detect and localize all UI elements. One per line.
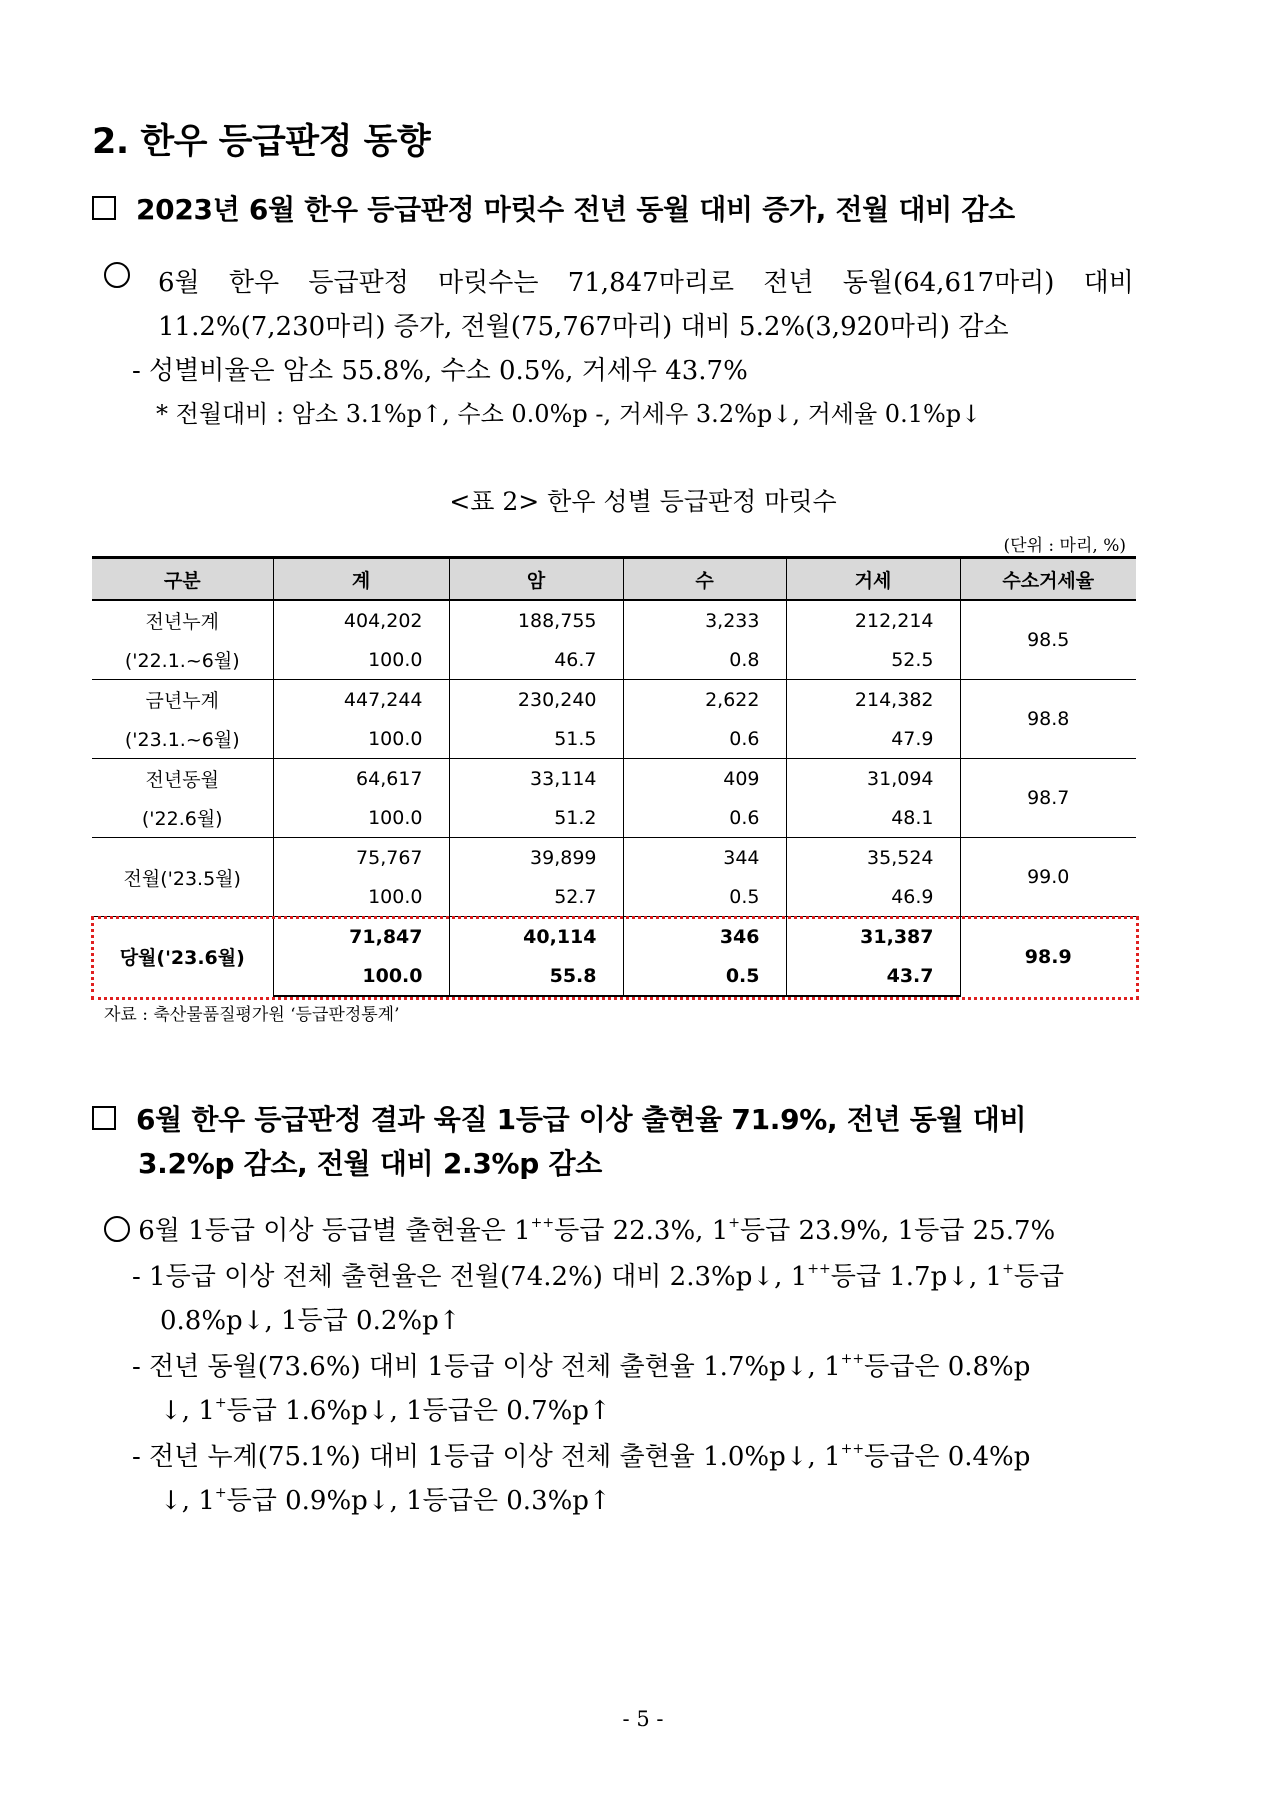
word: 대비 (1083, 268, 1134, 298)
word: 동월(64,617마리) (842, 268, 1055, 298)
table-header-row (92, 558, 1136, 601)
cell: 447,244 (273, 680, 449, 720)
table-caption: <표 2> 한우 성별 등급판정 마릿수 (449, 487, 837, 516)
cell: 3,233 (623, 600, 786, 640)
cell: 100.0 (273, 719, 449, 759)
cell: 48.1 (786, 798, 960, 838)
cell: 52.7 (449, 877, 623, 917)
cell: 409 (623, 759, 786, 799)
cell: 31,387 (786, 917, 960, 957)
cell: 0.5 (623, 877, 786, 917)
cell: 47.9 (786, 719, 960, 759)
word: 한우 (228, 268, 280, 298)
heading-2-line1: 6월 한우 등급판정 결과 육질 1등급 이상 출현율 71.9%, 전년 동월 대비 (136, 1103, 1027, 1136)
col-header: 계 (273, 558, 449, 601)
text: - 전년 동월(73.6%) 대비 1등급 이상 전체 출현율 1.7%p↓, 1 (132, 1352, 841, 1382)
cell: 39,899 (449, 838, 623, 878)
cell: 46.9 (786, 877, 960, 917)
cell: 100.0 (273, 956, 449, 996)
ratio-cell: 98.5 (960, 600, 1136, 680)
section-title: 2. 한우 등급판정 동향 (92, 122, 431, 162)
row-sublabel: ('22.6월) (92, 798, 273, 838)
cell: 64,617 (273, 759, 449, 799)
superscript: ++ (530, 1215, 555, 1231)
cell: 100.0 (273, 877, 449, 917)
col-header: 수소거세율 (960, 558, 1136, 601)
word: 전년 (763, 268, 814, 298)
cell: 52.5 (786, 640, 960, 680)
text: 등급은 0.4%p (864, 1442, 1031, 1472)
superscript: ++ (807, 1261, 831, 1277)
para2-circle-line (104, 1210, 1055, 1247)
word: 6월 (158, 268, 200, 298)
cell: 100.0 (273, 640, 449, 680)
para2-dash3-line1 (132, 1436, 1030, 1473)
row-sublabel: ('23.1.~6월) (92, 719, 273, 759)
cell: 0.5 (623, 956, 786, 996)
text: 등급 23.9%, 1등급 25.7% (739, 1216, 1056, 1246)
col-header: 구분 (92, 558, 273, 601)
table-row-current (92, 917, 1136, 957)
cell: 344 (623, 838, 786, 878)
ratio-cell: 98.7 (960, 759, 1136, 838)
cell: 404,202 (273, 600, 449, 640)
cell: 346 (623, 917, 786, 957)
row-label: 전월('23.5월) (92, 838, 273, 917)
circle-bullet-icon (104, 262, 130, 292)
cell: 35,524 (786, 838, 960, 878)
row-label: 전년동월 (92, 759, 273, 799)
para2-dash1-line1 (132, 1256, 1064, 1293)
superscript: + (214, 1395, 227, 1411)
cell: 40,114 (449, 917, 623, 957)
para1-dash: - 성별비율은 암소 55.8%, 수소 0.5%, 거세우 43.7% (132, 356, 748, 386)
cell: 0.8 (623, 640, 786, 680)
text: 등급은 0.8%p (864, 1352, 1031, 1382)
ratio-cell: 98.8 (960, 680, 1136, 759)
cell: 214,382 (786, 680, 960, 720)
para1-note: * 전월대비 : 암소 3.1%p↑, 수소 0.0%p -, 거세우 3.2%p↓, 거세율 0.1%p↓ (156, 400, 982, 428)
heading-2 (92, 1098, 1026, 1138)
para2-dash1-line2: 0.8%p↓, 1등급 0.2%p↑ (160, 1306, 461, 1336)
row-label: 전년누계 (92, 600, 273, 640)
cell: 100.0 (273, 798, 449, 838)
para2-dash2-line1 (132, 1346, 1030, 1383)
ratio-cell: 99.0 (960, 838, 1136, 917)
cell: 71,847 (273, 917, 449, 957)
col-header: 암 (449, 558, 623, 601)
col-header: 거세 (786, 558, 960, 601)
table-row (92, 680, 1136, 720)
heading-1 (92, 188, 1015, 228)
text: 6월 1등급 이상 등급별 출현율은 1 (138, 1216, 531, 1246)
superscript: + (728, 1215, 740, 1231)
superscript: ++ (840, 1441, 865, 1457)
text: 등급 0.9%p↓, 1등급은 0.3%p↑ (226, 1486, 611, 1516)
cell: 43.7 (786, 956, 960, 996)
cell: 51.5 (449, 719, 623, 759)
cell: 212,214 (786, 600, 960, 640)
cell: 0.6 (623, 719, 786, 759)
word: 등급판정 (308, 268, 409, 298)
circle-bullet-icon (104, 1216, 130, 1242)
ratio-cell: 98.9 (960, 917, 1136, 997)
cell: 2,622 (623, 680, 786, 720)
cell: 75,767 (273, 838, 449, 878)
text: - 전년 누계(75.1%) 대비 1등급 이상 전체 출현율 1.0%p↓, 1 (132, 1442, 841, 1472)
text: ↓, 1 (160, 1396, 215, 1426)
cell: 33,114 (449, 759, 623, 799)
superscript: + (1002, 1261, 1014, 1277)
text: 등급 (1013, 1262, 1065, 1292)
superscript: + (214, 1485, 227, 1501)
table-row (92, 838, 1136, 878)
heading-2-line2: 3.2%p 감소, 전월 대비 2.3%p 감소 (138, 1147, 602, 1180)
row-label: 당월('23.6월) (92, 917, 273, 997)
row-label: 금년누계 (92, 680, 273, 720)
table-row (92, 759, 1136, 799)
table-source: 자료 : 축산물품질평가원 ‘등급판정통계’ (104, 1005, 400, 1025)
table-row (92, 600, 1136, 640)
cell: 188,755 (449, 600, 623, 640)
col-header: 수 (623, 558, 786, 601)
word: 마릿수는 (438, 268, 539, 298)
checkbox-bullet-icon (92, 196, 116, 220)
heading-1-text: 2023년 6월 한우 등급판정 마릿수 전년 동월 대비 증가, 전월 대비 감소 (136, 193, 1015, 226)
checkbox-bullet-icon (92, 1106, 116, 1130)
text: ↓, 1 (160, 1486, 215, 1516)
text: - 1등급 이상 전체 출현율은 전월(74.2%) 대비 2.3%p↓, 1 (132, 1262, 808, 1292)
para1-line1 (158, 262, 1134, 299)
cell: 51.2 (449, 798, 623, 838)
cell: 230,240 (449, 680, 623, 720)
word: 71,847마리로 (567, 268, 735, 298)
text: 등급 1.6%p↓, 1등급은 0.7%p↑ (226, 1396, 611, 1426)
para2-dash3-line2 (160, 1480, 611, 1517)
cell: 0.6 (623, 798, 786, 838)
table-unit: (단위 : 마리, %) (1003, 536, 1126, 556)
cell: 46.7 (449, 640, 623, 680)
grading-table (92, 556, 1136, 997)
cell: 31,094 (786, 759, 960, 799)
text: 등급 1.7p↓, 1 (830, 1262, 1003, 1292)
superscript: ++ (840, 1351, 865, 1367)
text: 등급 22.3%, 1 (554, 1216, 729, 1246)
row-sublabel: ('22.1.~6월) (92, 640, 273, 680)
para1-line2: 11.2%(7,230마리) 증가, 전월(75,767마리) 대비 5.2%(3,920마리) 감소 (158, 312, 1009, 342)
page-number: - 5 - (622, 1707, 664, 1731)
para2-dash2-line2 (160, 1390, 611, 1427)
cell: 55.8 (449, 956, 623, 996)
